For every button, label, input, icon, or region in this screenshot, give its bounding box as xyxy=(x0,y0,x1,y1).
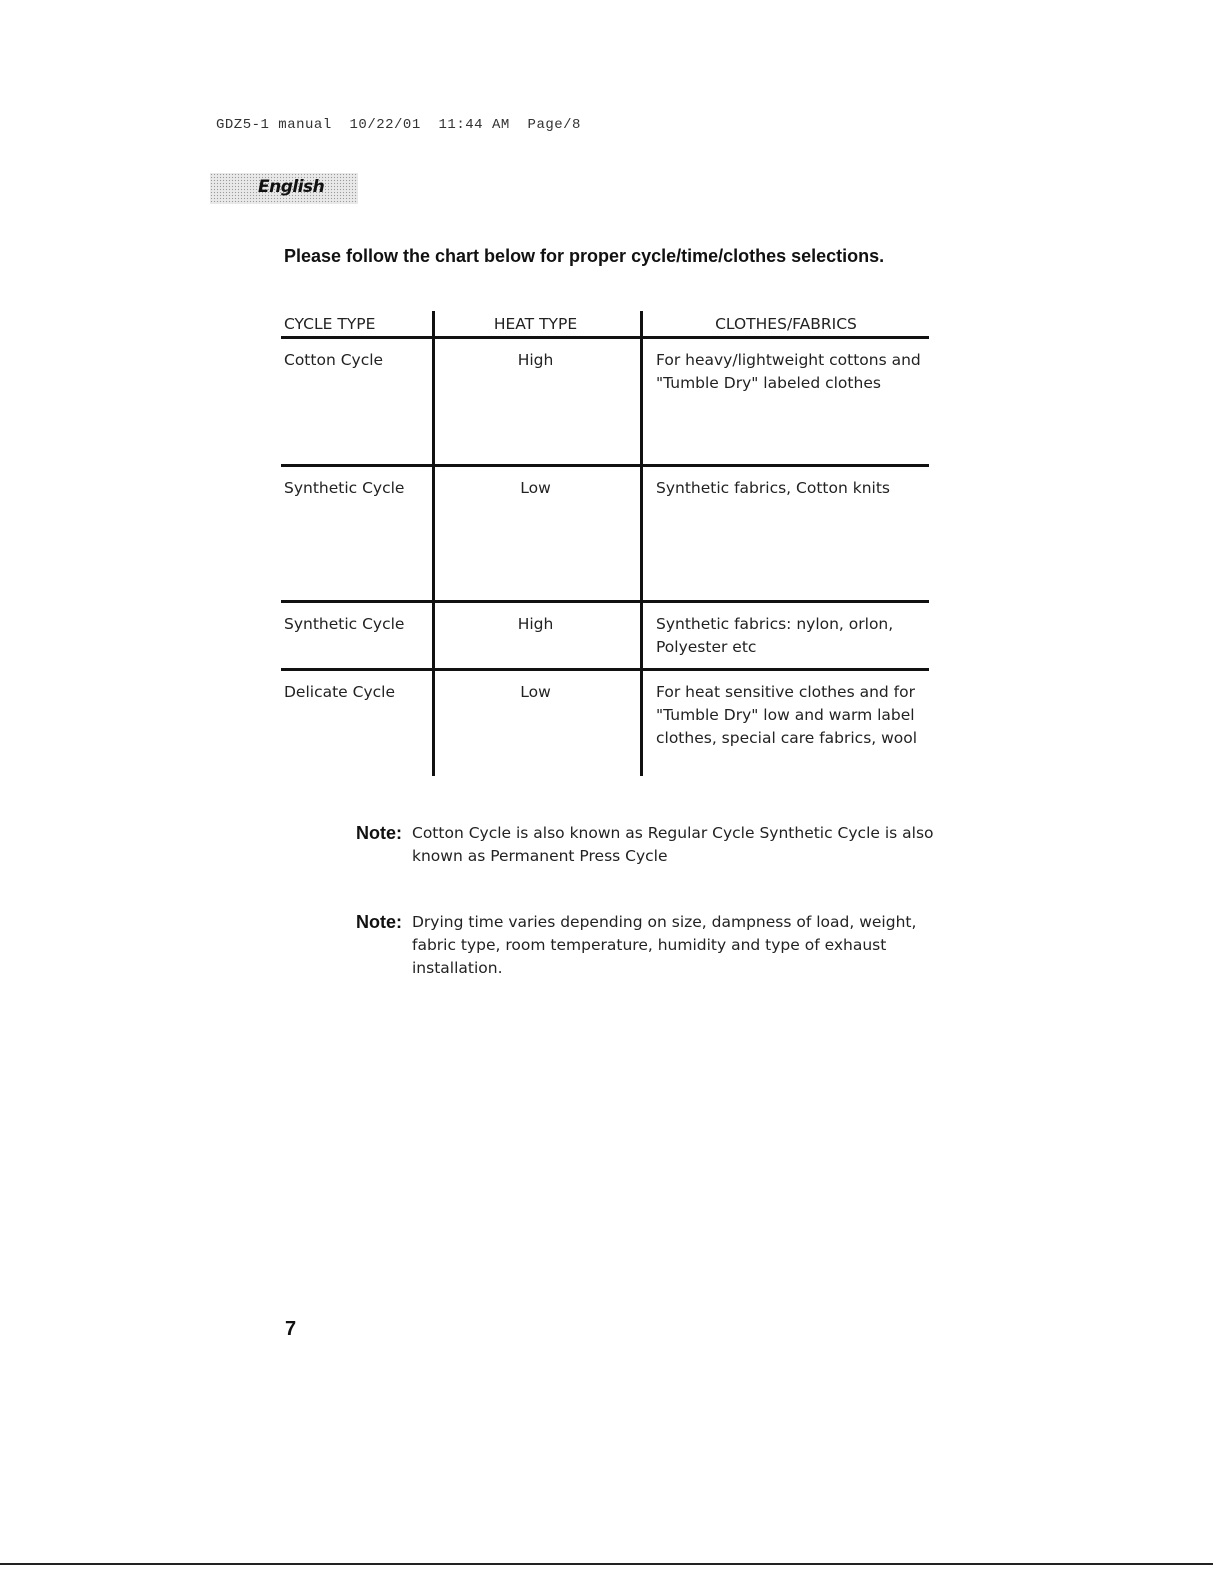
column-header-clothes-fabrics: CLOTHES/FABRICS xyxy=(640,311,929,336)
fabrics-cell: Synthetic fabrics, Cotton knits xyxy=(640,467,929,600)
cycle-type-cell: Synthetic Cycle xyxy=(284,615,405,633)
bottom-divider xyxy=(0,1563,1213,1565)
cycle-type-cell: Synthetic Cycle xyxy=(284,479,405,497)
note-label: Note: xyxy=(356,912,402,932)
note-text: Drying time varies depending on size, dampness of load, weight, fabric type, room temperature, humidity and type of exhaust installation. xyxy=(412,913,917,977)
cycle-type-cell: Cotton Cycle xyxy=(284,351,384,369)
column-header-heat-type: HEAT TYPE xyxy=(432,311,640,336)
note-label: Note: xyxy=(356,823,402,843)
note-text: Cotton Cycle is also known as Regular Cycle Synthetic Cycle is also known as Permanent Press Cycle xyxy=(412,824,934,865)
print-header-stamp: GDZ5-1 manual 10/22/01 11:44 AM Page/8 xyxy=(216,117,581,133)
table-header-row xyxy=(281,311,929,339)
column-header-cycle-type: CYCLE TYPE xyxy=(284,315,376,333)
heat-type-cell: Low xyxy=(432,671,640,776)
cycle-chart-table xyxy=(281,311,929,776)
note-cycle-names xyxy=(356,822,956,868)
table-row xyxy=(281,671,929,776)
table-row xyxy=(281,603,929,671)
heat-type-cell: Low xyxy=(432,467,640,600)
fabrics-cell: Synthetic fabrics: nylon, orlon, Polyester etc xyxy=(640,603,929,668)
cycle-type-cell: Delicate Cycle xyxy=(284,683,396,701)
heat-type-cell: High xyxy=(432,339,640,464)
fabrics-cell: For heat sensitive clothes and for "Tumble Dry" low and warm label clothes, special care fabrics, wool xyxy=(640,671,929,776)
page-number: 7 xyxy=(285,1318,297,1340)
heat-type-cell: High xyxy=(432,603,640,668)
fabrics-cell: For heavy/lightweight cottons and "Tumble Dry" labeled clothes xyxy=(640,339,929,464)
table-row xyxy=(281,467,929,603)
language-tab xyxy=(210,173,358,204)
table-row xyxy=(281,339,929,467)
note-drying-time xyxy=(356,911,956,980)
intro-instruction: Please follow the chart below for proper cycle/time/clothes selections. xyxy=(284,246,885,266)
language-tab-label: English xyxy=(258,177,325,197)
